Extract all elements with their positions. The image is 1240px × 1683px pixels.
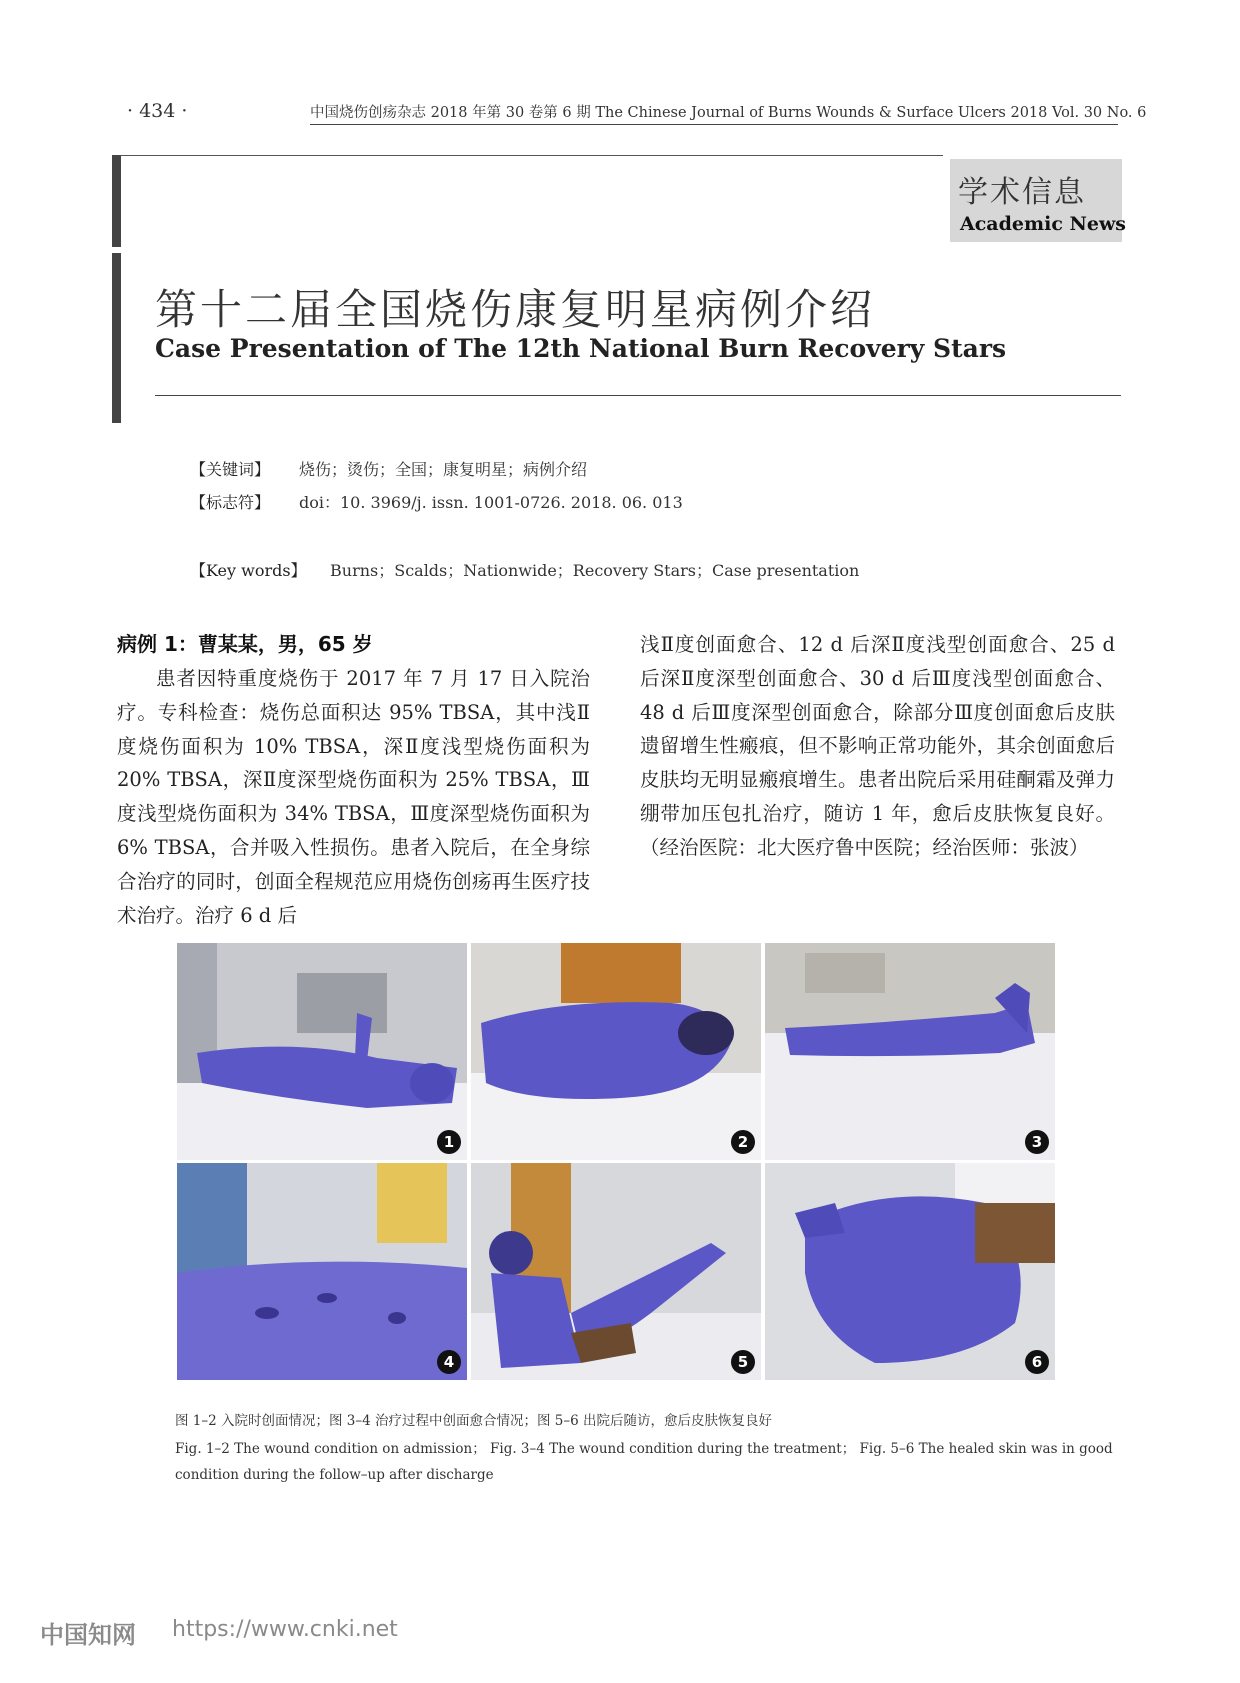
- keywords-zh: 烧伤；烫伤；全国；康复明星；病例介绍: [299, 460, 588, 479]
- photo-number-4: 4: [437, 1350, 461, 1374]
- section-tag-en: Academic News: [960, 213, 1127, 235]
- page-number: · 434 ·: [127, 100, 188, 122]
- figure-caption-en-line2: condition during the follow–up after discharge: [175, 1467, 494, 1483]
- figure-photo-1: [177, 943, 467, 1160]
- keywords-en-label: 【Key words】: [190, 561, 307, 580]
- figure-photo-6: [765, 1163, 1055, 1380]
- doi-text: doi：10. 3969/j. issn. 1001-0726. 2018. 06. 013: [299, 493, 683, 512]
- title-side-bar-gap: [112, 247, 121, 253]
- case-text-right-column: [640, 628, 1115, 865]
- figure-photo-4: [177, 1163, 467, 1380]
- photo-number-6: 6: [1025, 1350, 1049, 1374]
- figure-caption-en-line1: Fig. 1–2 The wound condition on admission； Fig. 3–4 The wound condition during the treatment； Fig. 5–6 The healed skin was in good: [175, 1441, 1113, 1457]
- case-paragraph-right: 浅Ⅱ度创面愈合、12 d 后深Ⅱ度浅型创面愈合、25 d 后深Ⅱ度深型创面愈合、30 d 后Ⅲ度浅型创面愈合、48 d 后Ⅲ度深型创面愈合，除部分Ⅲ度创面愈后皮肤遗留增生性瘢痕，但不影响正常功能外，其余创面愈后皮肤均无明显瘢痕增生。患者出院后采用硅酮霜及弹力绷带加压包扎治疗，随访 1 年，愈后皮肤恢复良好。（经治医院：北大医疗鲁中医院；经治医师：张波）: [640, 633, 1115, 859]
- article-title-zh: 第十二届全国烧伤康复明星病例介绍: [155, 285, 876, 334]
- cnki-logo: 中国知网: [40, 1621, 136, 1649]
- photo-number-1: 1: [437, 1130, 461, 1154]
- journal-running-header: 中国烧伤创疡杂志 2018 年第 30 卷第 6 期 The Chinese Journal of Burns Wounds & Surface Ulcers 2018 Vol. 30 No. 6: [310, 105, 1147, 121]
- top-rule: [121, 155, 943, 156]
- figure-photo-5: [471, 1163, 761, 1380]
- figure-photo-2: [471, 943, 761, 1160]
- article-title-en: Case Presentation of The 12th National Burn Recovery Stars: [155, 334, 1007, 363]
- section-tag-zh: 学术信息: [958, 175, 1086, 210]
- title-side-bar: [112, 155, 121, 423]
- header-rule: [310, 124, 1118, 125]
- photo-number-2: 2: [731, 1130, 755, 1154]
- keywords-en: Burns；Scalds；Nationwide；Recovery Stars；Case presentation: [330, 561, 860, 580]
- figure-photo-3: [765, 943, 1055, 1160]
- photo-number-5: 5: [731, 1350, 755, 1374]
- keywords-zh-label: 【关键词】: [190, 460, 271, 479]
- title-rule: [155, 395, 1121, 396]
- doi-label: 【标志符】: [190, 493, 271, 512]
- figure-caption-zh: 图 1–2 入院时创面情况；图 3–4 治疗过程中创面愈合情况；图 5–6 出院后随访，愈后皮肤恢复良好: [175, 1413, 773, 1429]
- photo-number-3: 3: [1025, 1130, 1049, 1154]
- case-paragraph-left: 患者因特重度烧伤于 2017 年 7 月 17 日入院治疗。专科检查：烧伤总面积达 95% TBSA，其中浅Ⅱ度烧伤面积为 10% TBSA，深Ⅱ度浅型烧伤面积为 20% TBSA，深Ⅱ度深型烧伤面积为 25% TBSA，Ⅲ度浅型烧伤面积为 34% TBSA，Ⅲ度深型烧伤面积为 6% TBSA，合并吸入性损伤。患者入院后，在全身综合治疗的同时，创面全程规范应用烧伤创疡再生医疗技术治疗。治疗 6 d 后: [117, 667, 590, 927]
- cnki-url[interactable]: https://www.cnki.net: [172, 1617, 398, 1642]
- case-text-left-column: [117, 662, 590, 932]
- case-heading: 病例 1：曹某某，男，65 岁: [117, 632, 373, 656]
